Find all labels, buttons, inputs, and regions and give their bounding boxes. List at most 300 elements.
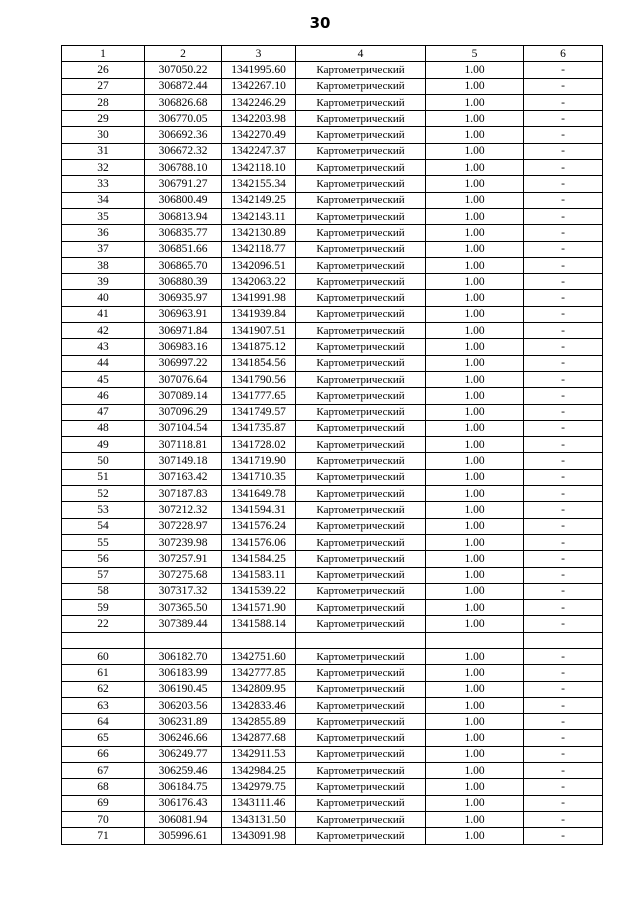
- table-cell: -: [524, 828, 603, 844]
- table-cell: Картометрический: [296, 583, 426, 599]
- table-cell: 27: [62, 78, 145, 94]
- table-cell: 69: [62, 795, 145, 811]
- table-cell: 306672.32: [145, 143, 222, 159]
- table-cell: 306246.66: [145, 730, 222, 746]
- table-row: [62, 779, 603, 795]
- table-cell: 1341907.51: [222, 323, 296, 339]
- table-cell: -: [524, 192, 603, 208]
- table-cell: -: [524, 583, 603, 599]
- table-cell: 306259.46: [145, 763, 222, 779]
- table-row: [62, 78, 603, 94]
- table-cell: 1342267.10: [222, 78, 296, 94]
- table-cell: 1342877.68: [222, 730, 296, 746]
- table-cell: 307228.97: [145, 518, 222, 534]
- table-cell: 34: [62, 192, 145, 208]
- table-cell: 306935.97: [145, 290, 222, 306]
- table-cell: 1341649.78: [222, 486, 296, 502]
- table-cell: 1.00: [426, 746, 524, 762]
- table-cell: -: [524, 355, 603, 371]
- table-cell: 38: [62, 257, 145, 273]
- table-cell: 306851.66: [145, 241, 222, 257]
- table-cell: -: [524, 437, 603, 453]
- table-cell: 306788.10: [145, 160, 222, 176]
- table-cell: 306692.36: [145, 127, 222, 143]
- table-cell: 54: [62, 518, 145, 534]
- table-cell: 1341854.56: [222, 355, 296, 371]
- table-cell: 1341539.22: [222, 583, 296, 599]
- table-cell: 64: [62, 714, 145, 730]
- table-row: [62, 225, 603, 241]
- table-cell: 46: [62, 388, 145, 404]
- table-cell: 47: [62, 404, 145, 420]
- table-cell: -: [524, 111, 603, 127]
- table-cell: 306231.89: [145, 714, 222, 730]
- table-row: [62, 437, 603, 453]
- table-cell: 1.00: [426, 648, 524, 664]
- table-cell: 1.00: [426, 437, 524, 453]
- table-cell: 307076.64: [145, 371, 222, 387]
- table-cell: 1.00: [426, 323, 524, 339]
- table-cell: 59: [62, 600, 145, 616]
- table-cell: 30: [62, 127, 145, 143]
- table-row: [62, 551, 603, 567]
- table-cell: Картометрический: [296, 795, 426, 811]
- table-cell: 1342833.46: [222, 697, 296, 713]
- table-cell: 36: [62, 225, 145, 241]
- group-separator-row: [62, 632, 603, 648]
- table-header-row: [62, 46, 603, 62]
- table-cell: 305996.61: [145, 828, 222, 844]
- table-cell: Картометрический: [296, 62, 426, 78]
- table-row: [62, 453, 603, 469]
- table-cell: Картометрический: [296, 486, 426, 502]
- table-cell: Картометрический: [296, 388, 426, 404]
- table-cell: Картометрический: [296, 665, 426, 681]
- table-cell: 307149.18: [145, 453, 222, 469]
- table-cell: Картометрический: [296, 94, 426, 110]
- table-cell: 1342063.22: [222, 274, 296, 290]
- table-cell: -: [524, 763, 603, 779]
- empty-cell: [296, 632, 426, 648]
- table-cell: 1.00: [426, 143, 524, 159]
- table-cell: 1.00: [426, 404, 524, 420]
- table-cell: 1342911.53: [222, 746, 296, 762]
- table-row: [62, 811, 603, 827]
- table-cell: Картометрический: [296, 600, 426, 616]
- table-cell: 1.00: [426, 551, 524, 567]
- table-row: [62, 127, 603, 143]
- table-row: [62, 160, 603, 176]
- table-cell: -: [524, 779, 603, 795]
- table-cell: -: [524, 388, 603, 404]
- table-row: [62, 746, 603, 762]
- table-cell: 1.00: [426, 127, 524, 143]
- table-cell: 1.00: [426, 208, 524, 224]
- table-row: [62, 795, 603, 811]
- table-cell: 1341576.24: [222, 518, 296, 534]
- table-cell: -: [524, 469, 603, 485]
- table-cell: Картометрический: [296, 78, 426, 94]
- table-cell: 43: [62, 339, 145, 355]
- table-cell: 1.00: [426, 160, 524, 176]
- table-cell: Картометрический: [296, 779, 426, 795]
- table-cell: 1.00: [426, 600, 524, 616]
- table-cell: 1341576.06: [222, 534, 296, 550]
- table-cell: 1342149.25: [222, 192, 296, 208]
- table-cell: 1341719.90: [222, 453, 296, 469]
- table-cell: 1341583.11: [222, 567, 296, 583]
- table-cell: 1342979.75: [222, 779, 296, 795]
- table-cell: Картометрический: [296, 567, 426, 583]
- table-cell: 1.00: [426, 371, 524, 387]
- table-cell: 31: [62, 143, 145, 159]
- table-cell: 1.00: [426, 355, 524, 371]
- table-cell: 67: [62, 763, 145, 779]
- table-cell: 1341735.87: [222, 420, 296, 436]
- table-cell: -: [524, 648, 603, 664]
- table-cell: 1341584.25: [222, 551, 296, 567]
- table-cell: 307317.32: [145, 583, 222, 599]
- table-cell: Картометрический: [296, 127, 426, 143]
- table-cell: 58: [62, 583, 145, 599]
- table-cell: -: [524, 160, 603, 176]
- table-cell: 1.00: [426, 811, 524, 827]
- table-cell: 1.00: [426, 665, 524, 681]
- table-cell: 32: [62, 160, 145, 176]
- table-cell: Картометрический: [296, 502, 426, 518]
- table-cell: 1342984.25: [222, 763, 296, 779]
- table-cell: Картометрический: [296, 257, 426, 273]
- table-cell: -: [524, 94, 603, 110]
- table-cell: 307118.81: [145, 437, 222, 453]
- table-row: [62, 763, 603, 779]
- table-cell: 55: [62, 534, 145, 550]
- empty-cell: [426, 632, 524, 648]
- table-cell: 306800.49: [145, 192, 222, 208]
- table-cell: -: [524, 290, 603, 306]
- table-cell: 41: [62, 306, 145, 322]
- table-row: [62, 62, 603, 78]
- table-cell: 1.00: [426, 697, 524, 713]
- table-cell: Картометрический: [296, 290, 426, 306]
- table-cell: Картометрический: [296, 437, 426, 453]
- table-cell: -: [524, 453, 603, 469]
- table-cell: 1342203.98: [222, 111, 296, 127]
- table-cell: -: [524, 502, 603, 518]
- table-cell: Картометрический: [296, 225, 426, 241]
- table-cell: 1342809.95: [222, 681, 296, 697]
- table-row: [62, 502, 603, 518]
- table-cell: 1342143.11: [222, 208, 296, 224]
- table-cell: 307050.22: [145, 62, 222, 78]
- table-cell: 62: [62, 681, 145, 697]
- table-row: [62, 600, 603, 616]
- table-cell: 51: [62, 469, 145, 485]
- table-cell: 1341790.56: [222, 371, 296, 387]
- table-cell: -: [524, 665, 603, 681]
- table-cell: 1.00: [426, 241, 524, 257]
- table-cell: 307365.50: [145, 600, 222, 616]
- table-cell: -: [524, 518, 603, 534]
- table-cell: Картометрический: [296, 355, 426, 371]
- table-cell: Картометрический: [296, 323, 426, 339]
- table-cell: 1.00: [426, 583, 524, 599]
- table-cell: -: [524, 404, 603, 420]
- table-row: [62, 241, 603, 257]
- table-cell: -: [524, 714, 603, 730]
- table-cell: 42: [62, 323, 145, 339]
- table-cell: 306813.94: [145, 208, 222, 224]
- table-cell: Картометрический: [296, 518, 426, 534]
- table-cell: 306791.27: [145, 176, 222, 192]
- table-row: [62, 176, 603, 192]
- table-cell: 35: [62, 208, 145, 224]
- table-cell: 1341594.31: [222, 502, 296, 518]
- table-cell: 306184.75: [145, 779, 222, 795]
- table-row: [62, 583, 603, 599]
- table-row: [62, 697, 603, 713]
- table-cell: -: [524, 795, 603, 811]
- table-cell: 1.00: [426, 111, 524, 127]
- table-cell: Картометрический: [296, 616, 426, 632]
- table-cell: 306190.45: [145, 681, 222, 697]
- table-row: [62, 486, 603, 502]
- table-cell: -: [524, 551, 603, 567]
- table-cell: 1.00: [426, 290, 524, 306]
- table-cell: 1.00: [426, 828, 524, 844]
- table-cell: Картометрический: [296, 143, 426, 159]
- table-cell: 1342155.34: [222, 176, 296, 192]
- table-cell: 33: [62, 176, 145, 192]
- table-cell: Картометрический: [296, 730, 426, 746]
- table-cell: -: [524, 746, 603, 762]
- table-cell: 56: [62, 551, 145, 567]
- table-cell: Картометрический: [296, 404, 426, 420]
- table-row: [62, 420, 603, 436]
- table-cell: 29: [62, 111, 145, 127]
- empty-cell: [222, 632, 296, 648]
- table-row: [62, 323, 603, 339]
- table-cell: 1.00: [426, 78, 524, 94]
- table-cell: 1.00: [426, 763, 524, 779]
- table-cell: 71: [62, 828, 145, 844]
- table-row: [62, 388, 603, 404]
- table-row: [62, 290, 603, 306]
- empty-cell: [62, 632, 145, 648]
- table-cell: 1.00: [426, 681, 524, 697]
- table-cell: Картометрический: [296, 339, 426, 355]
- table-cell: 306872.44: [145, 78, 222, 94]
- table-cell: 61: [62, 665, 145, 681]
- table-cell: Картометрический: [296, 453, 426, 469]
- table-cell: Картометрический: [296, 176, 426, 192]
- table-row: [62, 616, 603, 632]
- table-cell: 307212.32: [145, 502, 222, 518]
- table-cell: 44: [62, 355, 145, 371]
- table-cell: 1341777.65: [222, 388, 296, 404]
- table-cell: -: [524, 534, 603, 550]
- table-cell: 60: [62, 648, 145, 664]
- table-cell: -: [524, 241, 603, 257]
- table-cell: Картометрический: [296, 208, 426, 224]
- table-cell: 1.00: [426, 192, 524, 208]
- column-header: 2: [145, 46, 222, 62]
- table-cell: 50: [62, 453, 145, 469]
- table-cell: 1.00: [426, 306, 524, 322]
- table-cell: 1341571.90: [222, 600, 296, 616]
- table-cell: 307096.29: [145, 404, 222, 420]
- table-cell: 306249.77: [145, 746, 222, 762]
- table-cell: Картометрический: [296, 763, 426, 779]
- table-cell: Картометрический: [296, 551, 426, 567]
- table-row: [62, 681, 603, 697]
- page-number: 30: [309, 14, 331, 32]
- table-cell: 1341939.84: [222, 306, 296, 322]
- table-cell: 1341995.60: [222, 62, 296, 78]
- table-cell: Картометрический: [296, 274, 426, 290]
- table-cell: -: [524, 567, 603, 583]
- table-cell: 307187.83: [145, 486, 222, 502]
- table-cell: Картометрический: [296, 648, 426, 664]
- table-cell: -: [524, 62, 603, 78]
- table-cell: 1.00: [426, 453, 524, 469]
- table-cell: 306826.68: [145, 94, 222, 110]
- table-cell: Картометрический: [296, 111, 426, 127]
- table-row: [62, 94, 603, 110]
- table-cell: 307104.54: [145, 420, 222, 436]
- table-cell: 1.00: [426, 795, 524, 811]
- table-cell: 1342777.85: [222, 665, 296, 681]
- table-cell: 306835.77: [145, 225, 222, 241]
- table-row: [62, 274, 603, 290]
- table-cell: 306081.94: [145, 811, 222, 827]
- table-cell: 1.00: [426, 420, 524, 436]
- table-cell: 48: [62, 420, 145, 436]
- table-cell: 1.00: [426, 62, 524, 78]
- table-cell: -: [524, 371, 603, 387]
- table-cell: 1.00: [426, 534, 524, 550]
- table-cell: 57: [62, 567, 145, 583]
- table-cell: 306865.70: [145, 257, 222, 273]
- table-cell: -: [524, 127, 603, 143]
- table-cell: -: [524, 225, 603, 241]
- table-cell: 39: [62, 274, 145, 290]
- table-cell: Картометрический: [296, 241, 426, 257]
- table-cell: 1.00: [426, 616, 524, 632]
- table-cell: -: [524, 681, 603, 697]
- table-cell: -: [524, 323, 603, 339]
- table-cell: -: [524, 486, 603, 502]
- column-header: 6: [524, 46, 603, 62]
- table-cell: 1.00: [426, 502, 524, 518]
- table-cell: Картометрический: [296, 160, 426, 176]
- table-cell: 307163.42: [145, 469, 222, 485]
- table-cell: 49: [62, 437, 145, 453]
- table-cell: 307239.98: [145, 534, 222, 550]
- table-cell: -: [524, 306, 603, 322]
- table-cell: 306983.16: [145, 339, 222, 355]
- table-cell: -: [524, 176, 603, 192]
- table-cell: 37: [62, 241, 145, 257]
- table-cell: Картометрический: [296, 811, 426, 827]
- table-cell: Картометрический: [296, 371, 426, 387]
- table-cell: 1.00: [426, 730, 524, 746]
- table-cell: -: [524, 78, 603, 94]
- table-cell: 1341710.35: [222, 469, 296, 485]
- table-row: [62, 828, 603, 844]
- empty-cell: [145, 632, 222, 648]
- table-cell: 1342270.49: [222, 127, 296, 143]
- table-cell: 45: [62, 371, 145, 387]
- table-cell: 1342246.29: [222, 94, 296, 110]
- table-cell: 1343131.50: [222, 811, 296, 827]
- table-cell: -: [524, 143, 603, 159]
- table-row: [62, 714, 603, 730]
- table-cell: 306182.70: [145, 648, 222, 664]
- table-cell: 306963.91: [145, 306, 222, 322]
- table-cell: 1342855.89: [222, 714, 296, 730]
- table-cell: Картометрический: [296, 534, 426, 550]
- table-cell: 1.00: [426, 469, 524, 485]
- table-cell: 1.00: [426, 274, 524, 290]
- table-cell: 1342096.51: [222, 257, 296, 273]
- table-row: [62, 469, 603, 485]
- table-cell: 306997.22: [145, 355, 222, 371]
- table-row: [62, 208, 603, 224]
- table-cell: 306880.39: [145, 274, 222, 290]
- table-cell: 22: [62, 616, 145, 632]
- table-cell: 306183.99: [145, 665, 222, 681]
- table-cell: Картометрический: [296, 192, 426, 208]
- table-cell: 1.00: [426, 176, 524, 192]
- table-cell: 306176.43: [145, 795, 222, 811]
- table-cell: 307089.14: [145, 388, 222, 404]
- table-cell: 1.00: [426, 257, 524, 273]
- table-cell: 307257.91: [145, 551, 222, 567]
- table-cell: 1.00: [426, 94, 524, 110]
- table-cell: 68: [62, 779, 145, 795]
- table-cell: 1.00: [426, 225, 524, 241]
- table-cell: 1342247.37: [222, 143, 296, 159]
- table-row: [62, 665, 603, 681]
- table-cell: 65: [62, 730, 145, 746]
- table-row: [62, 567, 603, 583]
- table-cell: 1.00: [426, 567, 524, 583]
- table-cell: 1343091.98: [222, 828, 296, 844]
- table-cell: -: [524, 339, 603, 355]
- table-cell: 70: [62, 811, 145, 827]
- table-body: [62, 62, 603, 844]
- table-cell: 1.00: [426, 339, 524, 355]
- table-cell: 1.00: [426, 486, 524, 502]
- table-row: [62, 730, 603, 746]
- table-cell: 28: [62, 94, 145, 110]
- table-cell: 1342751.60: [222, 648, 296, 664]
- table-cell: 1341875.12: [222, 339, 296, 355]
- table-cell: 1.00: [426, 518, 524, 534]
- table-cell: Картометрический: [296, 828, 426, 844]
- table-cell: 1.00: [426, 388, 524, 404]
- table-row: [62, 339, 603, 355]
- table-row: [62, 648, 603, 664]
- table-cell: 1341991.98: [222, 290, 296, 306]
- table-cell: -: [524, 274, 603, 290]
- column-header: 3: [222, 46, 296, 62]
- table-cell: 307275.68: [145, 567, 222, 583]
- table-cell: 1342130.89: [222, 225, 296, 241]
- column-header: 4: [296, 46, 426, 62]
- table-cell: Картометрический: [296, 469, 426, 485]
